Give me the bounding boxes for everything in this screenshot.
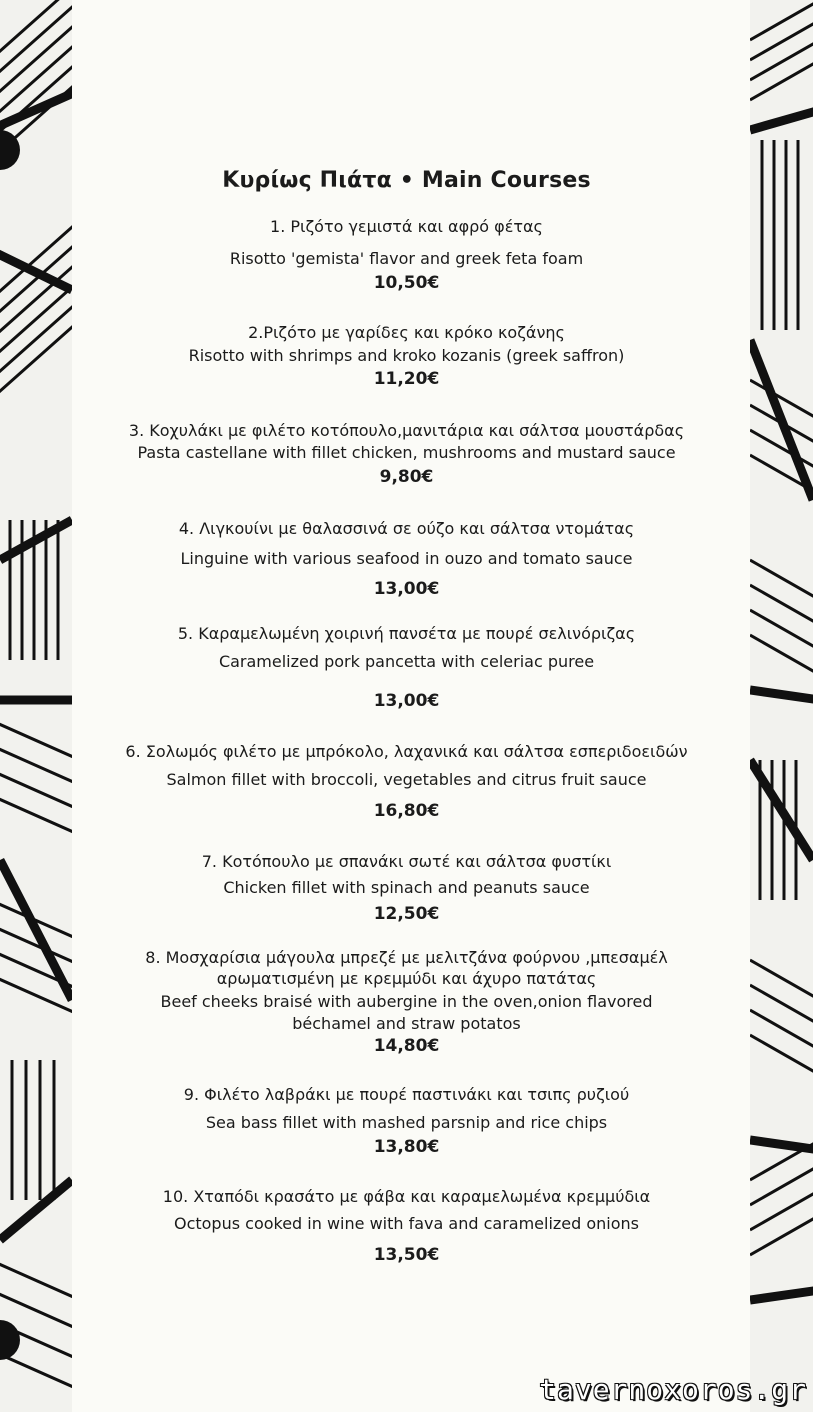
menu-item-5-english: Caramelized pork pancetta with celeriac puree — [218, 652, 595, 671]
menu-item-4-english: Linguine with various seafood in ouzo and tomato sauce — [180, 549, 633, 568]
menu-item-8-greek: 8. Μοσχαρίσια μάγουλα μπρεζέ με μελιτζάνα φούρνου ,μπεσαμέλ — [145, 948, 668, 967]
menu-item-6-greek: 6. Σολωμός φιλέτο με μπρόκολο, λαχανικά και σάλτσα εσπεριδοειδών — [125, 742, 688, 761]
menu-item-3-english: Pasta castellane with fillet chicken, mushrooms and mustard sauce — [137, 443, 676, 462]
menu-item-10-price: 13,50€ — [373, 1245, 440, 1265]
menu-item-9-price: 13,80€ — [373, 1137, 440, 1157]
menu-item-8-greek-line-2: αρωματισμένη με κρεμμύδι και άχυρο πατάτας — [216, 969, 597, 988]
menu-item-6-english: Salmon fillet with broccoli, vegetables and citrus fruit sauce — [166, 770, 647, 789]
menu-item-2-greek: 2.Ριζότο με γαρίδες και κρόκο κοζάνης — [248, 323, 565, 342]
menu-item-2-english: Risotto with shrimps and kroko kozanis (greek saffron) — [188, 346, 625, 365]
menu-item-1-english: Risotto 'gemista' flavor and greek feta foam — [229, 249, 584, 268]
menu-title: Κυρίως Πιάτα • Main Courses — [222, 168, 591, 193]
menu-item-8-english: Beef cheeks braisé with aubergine in the oven,onion flavored — [160, 992, 653, 1011]
menu-item-3-greek: 3. Κοχυλάκι με φιλέτο κοτόπουλο,μανιτάρια και σάλτσα μουστάρδας — [128, 421, 685, 440]
menu-item-10-greek: 10. Χταπόδι κρασάτο με φάβα και καραμελωμένα κρεμμύδια — [162, 1187, 651, 1206]
menu-item-6-price: 16,80€ — [373, 801, 440, 821]
menu-item-5-price: 13,00€ — [373, 691, 440, 711]
menu-item-7-english: Chicken fillet with spinach and peanuts sauce — [223, 878, 590, 897]
menu-item-9-english: Sea bass fillet with mashed parsnip and rice chips — [205, 1113, 608, 1132]
menu-item-3-price: 9,80€ — [379, 467, 434, 487]
menu-item-7-greek: 7. Κοτόπουλο με σπανάκι σωτέ και σάλτσα φυστίκι — [201, 852, 612, 871]
menu-item-2-price: 11,20€ — [373, 369, 440, 389]
watermark: tavernoxoros.gr — [539, 1373, 807, 1406]
menu-item-4-greek: 4. Λιγκουίνι με θαλασσινά σε ούζο και σάλτσα ντομάτας — [178, 519, 635, 538]
menu-item-7-price: 12,50€ — [373, 904, 440, 924]
menu-item-4-price: 13,00€ — [373, 579, 440, 599]
menu-item-8-english-line-2: béchamel and straw potatos — [292, 1014, 521, 1033]
menu-item-1-greek: 1. Ριζότο γεμιστά και αφρό φέτας — [270, 217, 543, 236]
menu-item-5-greek: 5. Καραμελωμένη χοιρινή πανσέτα με πουρέ σελινόριζας — [177, 624, 636, 643]
menu-item-1-price: 10,50€ — [373, 273, 440, 293]
menu-item-9-greek: 9. Φιλέτο λαβράκι με πουρέ παστινάκι και τσιπς ρυζιού — [183, 1085, 630, 1104]
menu-item-8-price: 14,80€ — [373, 1036, 440, 1056]
menu-item-10-english: Octopus cooked in wine with fava and caramelized onions — [173, 1214, 640, 1233]
